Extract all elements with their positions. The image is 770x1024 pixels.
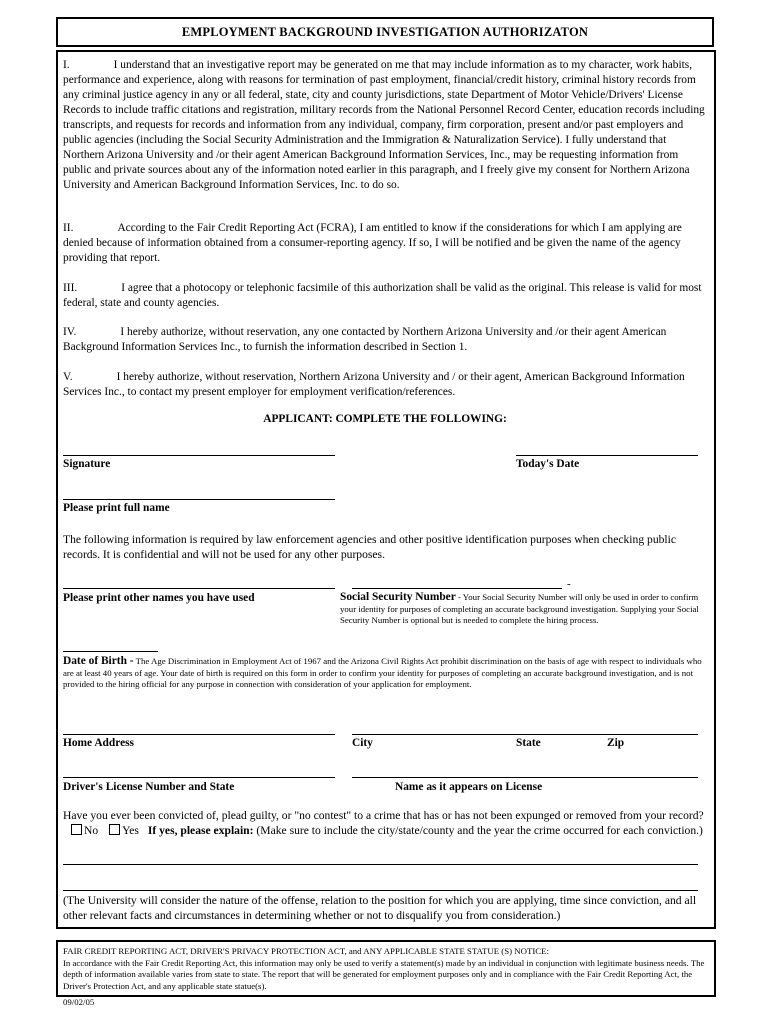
- state-label: State: [516, 737, 541, 749]
- drivers-license-line[interactable]: [63, 777, 335, 778]
- conviction-question-text: Have you ever been convicted of, plead guilty, or "no contest" to a crime that has or has not been expunged or removed from your record?: [63, 809, 704, 822]
- section-1-lead: I understand that an investigative report may be generated on me that may include information as to: [113, 59, 569, 71]
- home-address-line[interactable]: [63, 734, 335, 735]
- yes-label: Yes: [122, 824, 139, 837]
- section-2-number: II.: [63, 222, 74, 234]
- applicant-heading: APPLICANT: COMPLETE THE FOLLOWING:: [263, 413, 507, 425]
- city-state-zip-line[interactable]: [352, 734, 698, 735]
- city-label: City: [352, 737, 373, 749]
- dob-note: The Age Discrimination in Employment Act of 1967 and the Arizona Civil Rights Act prohibit discrimination on the basis of age with respect to individuals who are at least 40 years of age. Your date of birth is required on this form in order to confirm your identity for purposes of completing an accurate background investigation, and is not provided to the hiring official for any purpose in connection with consideration of your application for employment.: [63, 656, 702, 690]
- university-note: (The University will consider the nature of the offense, relation to the position for which you are applying, time since conviction, and all other relevant facts and circumstances in determining whether or not to disqualify you from consideration.): [63, 894, 697, 922]
- ssn-dash: -: [567, 578, 571, 590]
- section-5-body: Information Services Inc., to contact my present employer for employment verification/references.: [63, 371, 685, 398]
- notice-heading: FAIR CREDIT REPORTING ACT, DRIVER'S PRIVACY PROTECTION ACT, and ANY APPLICABLE STATE STATUE (S) NOTICE:: [63, 946, 549, 956]
- section-1: [63, 58, 705, 193]
- section-5-lead: I hereby authorize, without reservation, Northern Arizona University and / or their agent, American Background: [116, 371, 628, 383]
- todays-date-label: Today's Date: [516, 458, 580, 470]
- explain-instructions: (Make sure to include the city/state/county and the year the crime occurred for each conviction.): [256, 824, 703, 837]
- notice-body: In accordance with the Fair Credit Reporting Act, this information may only be used to verify a statement(s) made by an individual in conjunction with legitimate business needs. The depth of information available varies from state to state. The report that will be generated for employment purposes only and in compliance with the Fair Credit Reporting Act, the Driver's Protection Act, and any applicable state statue(s).: [63, 957, 705, 991]
- no-checkbox[interactable]: [71, 824, 82, 835]
- ssn-note: - Your Social Security Number will only be used in order to confirm your identity for purposes of completing an accurate background investigation. Supplying your Social Security Number is optional but is needed to complete the hiring process.: [340, 592, 699, 626]
- explanation-line-2[interactable]: [63, 890, 698, 891]
- other-names-line[interactable]: [63, 588, 335, 589]
- full-name-label: Please print full name: [63, 502, 170, 514]
- home-address-label: Home Address: [63, 737, 134, 749]
- zip-label: Zip: [607, 737, 625, 749]
- form-revision-date: 09/02/05: [63, 997, 95, 1007]
- todays-date-line[interactable]: [516, 455, 698, 456]
- section-2-lead: According to the Fair Credit Reporting Act (FCRA), I am entitled to know if the considerations for which I am: [117, 222, 623, 234]
- other-names-label: Please print other names you have used: [63, 592, 255, 604]
- section-3-lead: I agree that a photocopy or telephonic facsimile of this authorization shall be valid as the original. This release is: [121, 282, 635, 294]
- name-on-license-line[interactable]: [352, 777, 698, 778]
- full-name-line[interactable]: [63, 499, 335, 500]
- notice-text: [63, 946, 711, 992]
- section-3-number: III.: [63, 282, 78, 294]
- no-label: No: [84, 824, 99, 837]
- explain-label: If yes, please explain:: [147, 824, 254, 837]
- section-3: [63, 281, 705, 311]
- section-5-number: V.: [63, 371, 73, 383]
- explanation-line-1[interactable]: [63, 864, 698, 865]
- info-required-text: The following information is required by law enforcement agencies and other positive identification purposes when checking public records. It is confidential and will not be used for any other purposes.: [63, 533, 676, 561]
- section-2: [63, 221, 705, 266]
- section-4-lead: I hereby authorize, without reservation, any one contacted by Northern Arizona University and /or their agent: [120, 326, 620, 338]
- yes-checkbox[interactable]: [109, 824, 120, 835]
- ssn-label: Social Security Number: [340, 591, 456, 603]
- form-title: EMPLOYMENT BACKGROUND INVESTIGATION AUTHORIZATON: [56, 17, 714, 47]
- conviction-question: [63, 808, 705, 838]
- dob-line[interactable]: [63, 651, 158, 652]
- section-4-number: IV.: [63, 326, 77, 338]
- section-1-number: I.: [63, 59, 70, 71]
- ssn-block: [340, 592, 708, 627]
- signature-label: Signature: [63, 458, 111, 470]
- section-4: [63, 325, 705, 355]
- section-2-body: applying are denied because of information obtained from a consumer-reporting agency. If so, I will be notified and be given the name of the agency providing that report.: [63, 222, 682, 264]
- dob-block: [63, 656, 707, 691]
- drivers-license-label: Driver's License Number and State: [63, 781, 235, 793]
- section-1-body: my character, work habits, performance and experience, along with reasons for termination of past employment, financial/credit history, criminal history records from any criminal justice agency in any or all federal, state, city and county jurisdictions, state Department of Motor Vehicle/Drivers' License Records to include traffic citations and registration, military records from the National Personnel Record Center, education records including transcripts, and requests for records and information from any individual, company, firm corporation, present and/or past employers and public agencies (including the Social Security Administration and the Immigration & Naturalization Service). I fully understand that Northern Arizona University and /or their agent American Background Information Services, Inc., may be requesting information from public and private sources about any of the information noted earlier in this paragraph, and I freely give my consent for Northern Arizona University and American Background Information Services, Inc. to do so.: [63, 59, 705, 191]
- name-on-license-label: Name as it appears on License: [395, 781, 543, 793]
- signature-line[interactable]: [63, 455, 335, 456]
- section-5: [63, 370, 705, 400]
- dob-label: Date of Birth -: [63, 655, 134, 667]
- section-3-body: valid for most federal, state and county agencies.: [63, 282, 702, 309]
- ssn-line[interactable]: [352, 588, 562, 589]
- section-4-body: American Background Information Services Inc., to furnish the information described in Section 1.: [63, 326, 667, 353]
